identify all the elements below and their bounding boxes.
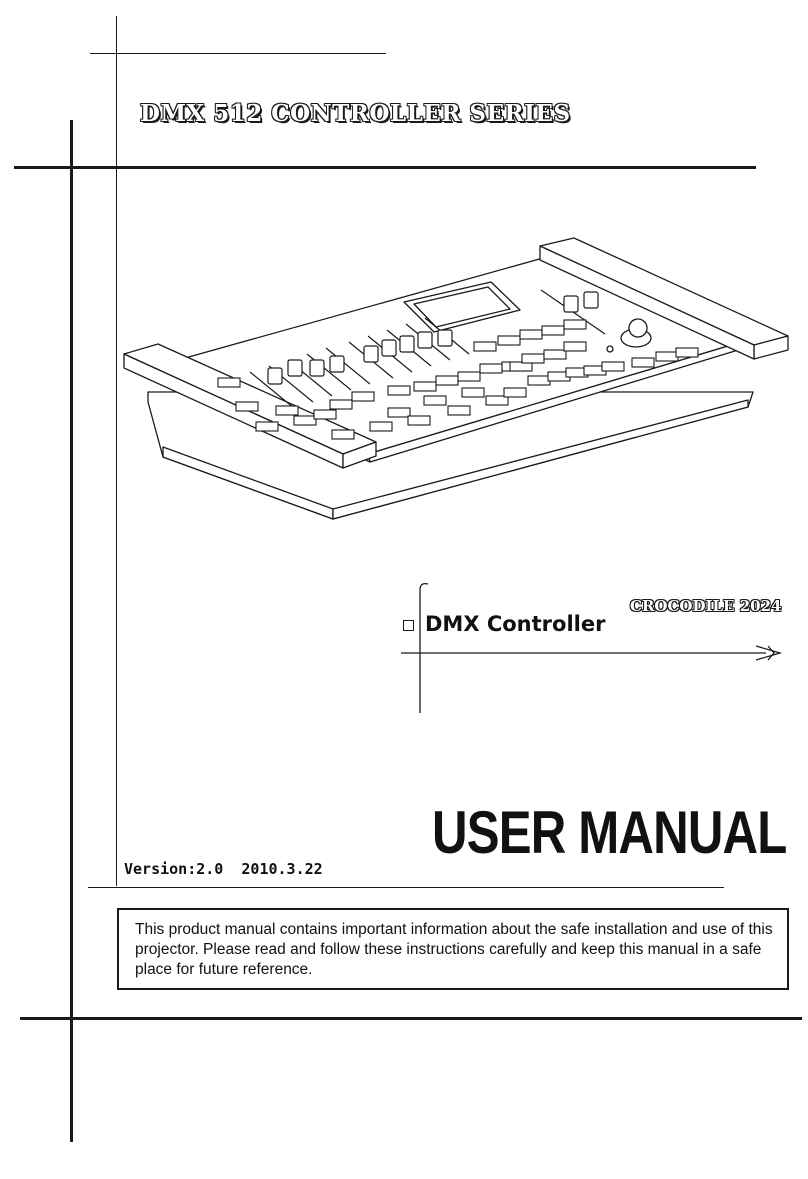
bullet-square-icon (403, 620, 414, 631)
left-thick-vertical-rule (70, 120, 73, 1142)
footer-thick-rule (20, 1017, 802, 1020)
header-thick-rule (14, 166, 756, 169)
version-rule (88, 887, 724, 888)
notice-box (117, 908, 789, 990)
controller-illustration (118, 232, 798, 532)
product-name: DMX Controller (425, 612, 606, 636)
series-title: DMX 512 CONTROLLER SERIES (140, 100, 571, 127)
version-label: Version:2.0 2010.3.22 (124, 860, 323, 878)
manual-title: USER MANUAL (432, 799, 787, 866)
model-name: CROCODILE 2024 (630, 597, 782, 615)
notice-text: This product manual contains important information about the safe installation and use of this projector. Please read and follow these instructions carefully and keep this manual in a safe place for future reference. (135, 921, 773, 978)
top-short-rule (90, 53, 386, 54)
left-thin-vertical-rule (116, 16, 117, 886)
